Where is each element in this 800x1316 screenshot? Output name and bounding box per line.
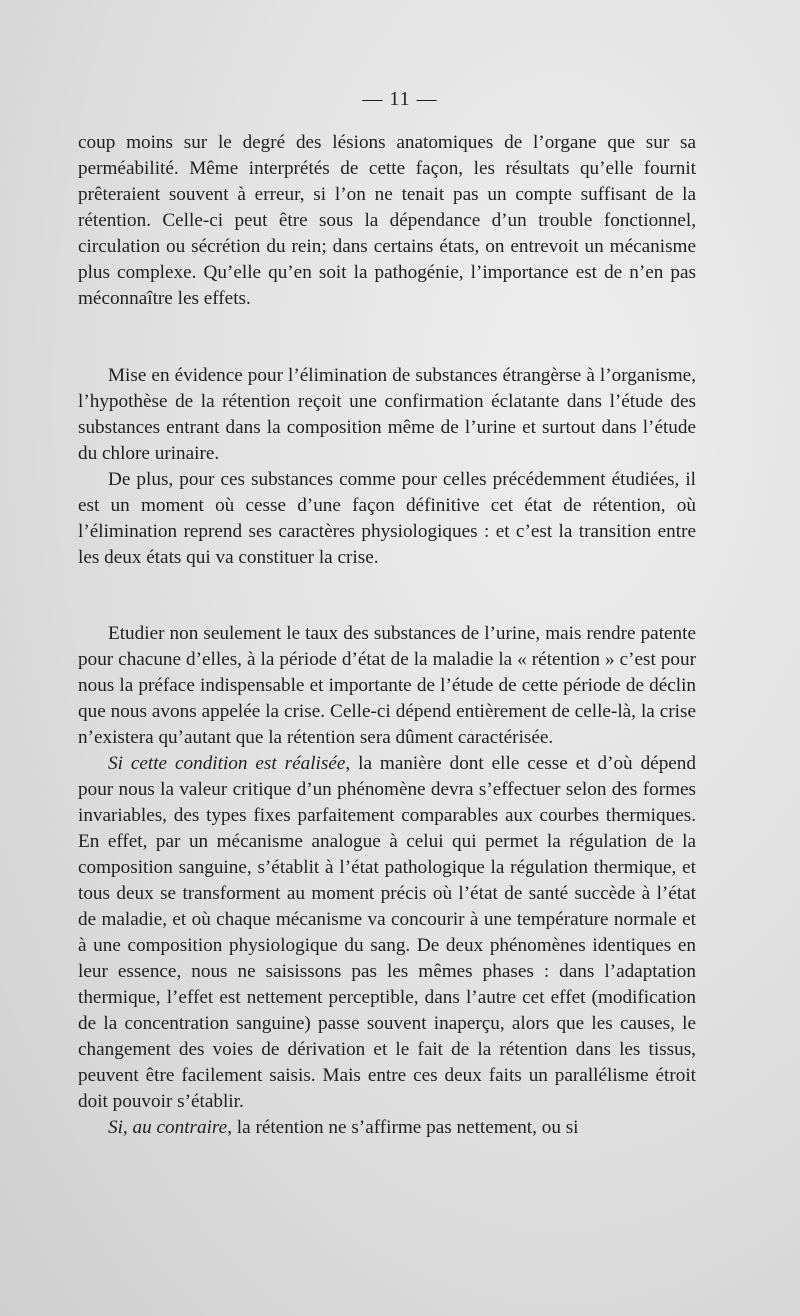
paragraph-6-text: , la rétention ne s’affirme pas nettement, ou si <box>227 1117 579 1138</box>
paragraph-3: De plus, pour ces substances comme pour celles précédemment étudiées, il est un moment où cesse d’une façon définitive cet état de rétention, où l’élimination reprend ses caractères physiologiques : et c’est la transition entre les deux états qui va constituer la crise. <box>78 469 696 568</box>
paragraph-2: Mise en évidence pour l’élimination de substances étrangèrse à l’organisme, l’hypothèse de la rétention reçoit une confirmation éclatante dans l’étude des substances entrant dans la composition même de l’urine et surtout dans l’étude du chlore urinaire. <box>78 365 696 464</box>
paragraph-4: Etudier non seulement le taux des substances de l’urine, mais rendre patente pour chacune d’elles, à la période d’état de la maladie la « rétention » c’est pour nous la préface indispensable et importante de l’étude de cette période de déclin que nous avons appelée la crise. Celle-ci dépend entièrement de celle-là, la crise n’existera qu’autant que la rétention sera dûment caractérisée. <box>78 623 696 748</box>
page-number: — 11 — <box>362 88 438 110</box>
paragraph-6 <box>78 1115 696 1141</box>
paragraph-group-3 <box>78 621 696 1141</box>
paragraph-5-text: , la manière dont elle cesse et d’où dépend pour nous la valeur critique d’un phénomène devra s’effectuer selon des formes invariables, des types fixes parfaitement comparables aux courbes thermiques. En effet, par un mécanisme analogue à celui qui permet la régulation de la composition sanguine, s’établit à l’état pathologique la régulation thermique, et tous deux se transforment au moment précis où l’état de santé succède à l’état de maladie, et où chaque mécanisme va concourir à une température normale et à une composition physiologique du sang. De deux phénomènes identiques en leur essence, nous ne saisissons pas les mêmes phases : dans l’adaptation thermique, l’effet est nettement perceptible, dans l’autre cet effet (modification de la concentration sanguine) passe souvent inaperçu, alors que les causes, le changement des voies de dérivation et le fait de la rétention dans les tissus, peuvent être facilement saisis. Mais entre ces deux faits un parallélisme étroit doit pouvoir s’établir. <box>78 753 696 1112</box>
paragraph-group-2 <box>78 363 696 571</box>
paragraph-5 <box>78 751 696 1115</box>
paragraph-5-lead: Si cette condition est réalisée <box>108 753 346 774</box>
paragraph-1: coup moins sur le degré des lésions anatomiques de l’organe que sur sa perméabilité. Même interprétés de cette façon, les résultats qu’elle fournit prêteraient souvent à erreur, si l’on ne tenait pas un compte suffisant de la rétention. Celle-ci peut être sous la dépendance d’un trouble fonctionnel, circulation ou sécrétion du rein; dans certains états, on entrevoit un mécanisme plus complexe. Qu’elle qu’en soit la pathogénie, l’importance est de n’en pas méconnaître les effets. <box>78 132 696 309</box>
paragraph-group-1 <box>78 130 696 312</box>
paragraph-6-lead: Si, au contraire <box>108 1117 228 1138</box>
